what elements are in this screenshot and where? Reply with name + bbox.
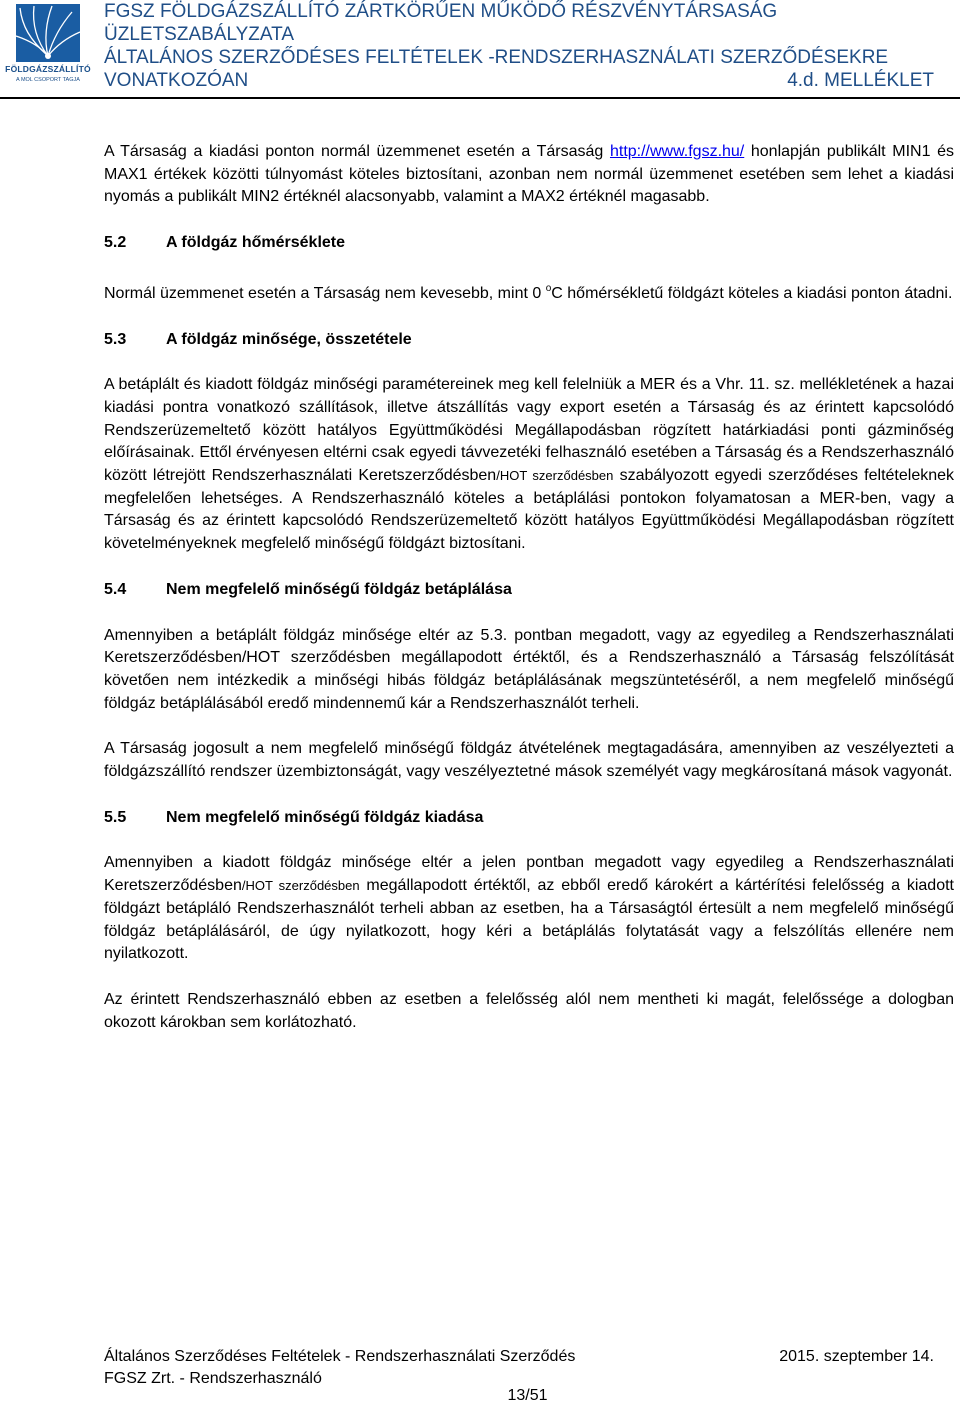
document-header	[104, 0, 934, 92]
footer-document-title: Általános Szerződéses Feltételek - Rendszerhasználati Szerződés	[104, 1348, 576, 1365]
annex-label: 4.d. MELLÉKLET	[787, 70, 934, 91]
header-line-1: FGSZ FÖLDGÁZSZÁLLÍTÓ ZÁRTKÖRŰEN MŰKÖDŐ RÉSZVÉNYTÁRSASÁG	[104, 1, 778, 22]
section-heading-5-5: 5.5 Nem megfelelő minőségű földgáz kiadása	[104, 808, 484, 826]
section-heading-5-3: 5.3 A földgáz minősége, összetétele	[104, 330, 412, 348]
header-line-4: VONATKOZÓAN	[104, 70, 249, 91]
section-5-4-paragraph-2: A Társaság jogosult a nem megfelelő minőségű földgáz átvételének megtagadására, amennyiben az veszélyezteti a földgázszállító rendszer üzembiztonságát, vagy veszélyeztetné mások személyét vagy megkárosítaná mások vagyonát.	[104, 740, 954, 781]
website-link[interactable]: http://www.fgsz.hu/	[609, 143, 745, 160]
footer-date: 2015. szeptember 14.	[779, 1348, 934, 1365]
section-5-5-paragraph-1: Amennyiben a kiadott földgáz minősége eltér a jelen pontban megadott vagy egyedileg a Rendszerhasználati Keretszerződésben/HOT szerződésben megállapodott értéktől, az ebből eredő károkért a kártérítési felelősség a kiadott földgázt betápláló Rendszerhasználót terheli abban az esetben, ha a Társaságtól értesült a nem megfelelő minőségű földgáz betáplálásáról, de úgy nyilatkozott, hogy kéri a betáplálás folytatását vagy a felszólítás ellenére nem nyilatkozott.	[104, 854, 954, 963]
footer-company: FGSZ Zrt. - Rendszerhasználó	[104, 1370, 322, 1387]
section-5-3-paragraph: A betáplált és kiadott földgáz minőségi paramétereinek meg kell felelniük a MER és a Vhr. 11. sz. mellékletének a hazai kiadási pontra vonatkozó szállítások, illetve átszállítás vagy export esetén a Társaság és az érintett kapcsolódó Rendszerüzemeltető között hatályos Együttműködési Megállapodásban rögzített határkiadási ponti gázminőség előírásainak. Ettől érvényesen eltérni csak egyedi távvezetéki felhasználó esetében a Társaság és a Rendszerhasználó között létrejött Rendszerhasználati Keretszerződésben/HOT szerződésben szabályozott egyedi szerződéses feltételeknek megfelelően lehetséges. A Rendszerhasználó köteles a betáplálási pontokon folyamatosan a MER-ben, vagy a Társaság és az érintett kapcsolódó Rendszerüzemeltető között hatályos Együttműködési Megállapodásban rögzített követelményeknek megfelelő minőségű földgázt biztosítani.	[104, 376, 955, 553]
intro-paragraph: A Társaság a kiadási ponton normál üzemmenet esetén a Társaság http://www.fgsz.hu/ honlapján publikált MIN1 és MAX1 értékek közötti túlnyomást köteles biztosítani, azonban nem normál üzemmenet esetében sem lehet a kiadási nyomás a publikált MIN2 értéknél alacsonyabb, valamint a MAX2 értéknél magasabb.	[104, 143, 954, 206]
degree-superscript: o	[545, 282, 552, 294]
logo-tagline: A MOL CSOPORT TAGJA	[16, 77, 80, 83]
logo-wordmark: FÖLDGÁZSZÁLLÍTÓ	[5, 64, 91, 74]
document-footer	[104, 1346, 934, 1390]
logo-mark-icon	[0, 0, 96, 64]
header-line-2: ÜZLETSZABÁLYZATA	[104, 24, 295, 45]
section-5-2-paragraph: Normál üzemmenet esetén a Társaság nem kevesebb, mint 0 $^o$C hőmérsékletű földgázt köteles a kiadási ponton átadni.	[104, 282, 953, 302]
header-divider	[0, 97, 960, 99]
document-body	[104, 141, 954, 1034]
section-5-5-paragraph-2: Az érintett Rendszerhasználó ebben az esetben a felelősség alól nem mentheti ki magát, felelőssége a dologban okozott károkban sem korlátozható.	[104, 990, 954, 1031]
section-heading-5-4: 5.4 Nem megfelelő minőségű földgáz betáplálása	[104, 580, 512, 598]
page-number: 13/51	[507, 1387, 548, 1404]
header-line-3: ÁLTALÁNOS SZERZŐDÉSES FELTÉTELEK -RENDSZERHASZNÁLATI SZERZŐDÉSEKRE	[104, 47, 889, 68]
section-5-4-paragraph-1: Amennyiben a betáplált földgáz minősége eltér az 5.3. pontban megadott, vagy az egyedileg a Rendszerhasználati Keretszerződésben/HOT szerződésben megállapodott értéktől, és a Rendszerhasználó a Társaság felszólítását követően nem intézkedik a minőségi hibás földgáz betáplálásának megszüntetéséről, a nem megfelelő minőségű földgáz betáplálásából eredő mindennemű kár a Rendszerhasználót terheli.	[104, 626, 954, 712]
company-logo	[0, 0, 96, 92]
section-heading-5-2: 5.2 A földgáz hőmérséklete	[104, 234, 346, 252]
